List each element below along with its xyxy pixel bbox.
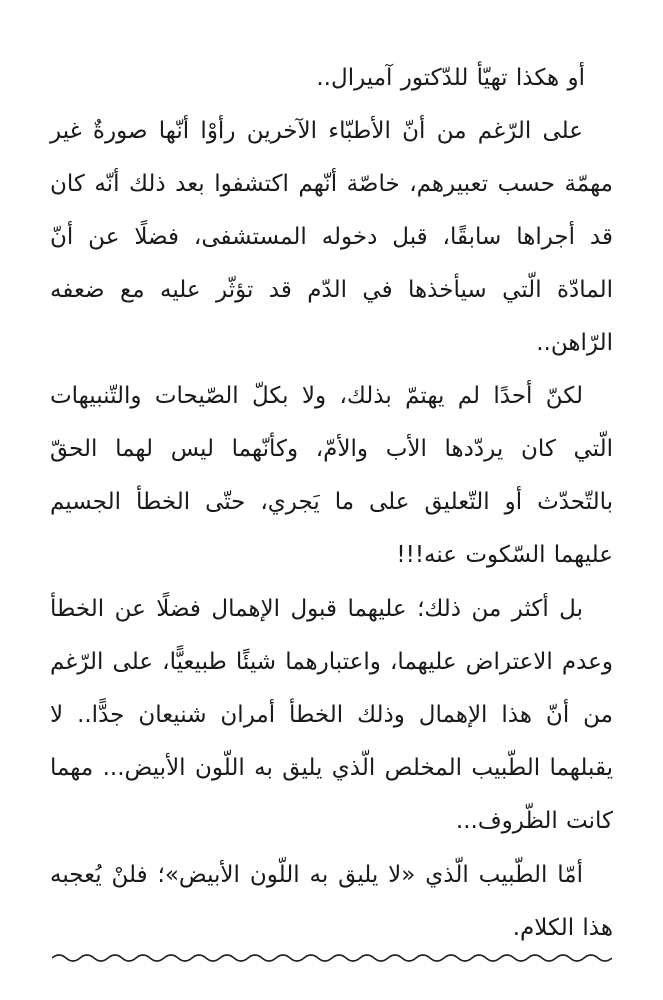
paragraph-1: أو هكذا تهيّأ للدّكتور آميرال.. [316, 65, 585, 91]
paragraph-3: لكنّ أحدًا لم يهتمّ بذلك، ولا بكلّ الصّيحات والتّنبيهات الّتي كان يردّدها الأب والأمّ، وكأنّهما ليس لهما الحقّ بالتّحدّث أو التّعليق على ما يَجري، حتّى الخطأ الجسيم عليهما السّكوت عنه!!! [50, 383, 613, 568]
paragraph-5: أمّا الطّبيب الّذي «لا يليق به اللّون الأبيض»؛ فلنْ يُعجبه هذا الكلام. [50, 862, 613, 941]
wavy-divider [52, 950, 612, 966]
paragraph-2: على الرّغم من أنّ الأطبّاء الآخرين رأوْا أنّها صورةٌ غير مهمّة حسب تعبيرهم، خاصّة أنّهم اكتشفوا بعد ذلك أنّه كان قد أجراها سابقًا، قبل دخوله المستشفى، فضلًا عن أنّ المادّة الّتي سيأخذها في الدّم قد تؤثّر عليه مع ضعفه الرّاهن.. [50, 118, 613, 356]
paragraph-4: بل أكثر من ذلك؛ عليهما قبول الإهمال فضلًا عن الخطأ وعدم الاعتراض عليهما، واعتبارهما شيئًا طبيعيًّا، على الرّغم من أنّ هذا الإهمال وذلك الخطأ أمران شنيعان جدًّا.. لا يقبلهما الطّبيب المخلص الّذي يليق به اللّون الأبيض... مهما كانت الظّروف... [50, 596, 613, 834]
